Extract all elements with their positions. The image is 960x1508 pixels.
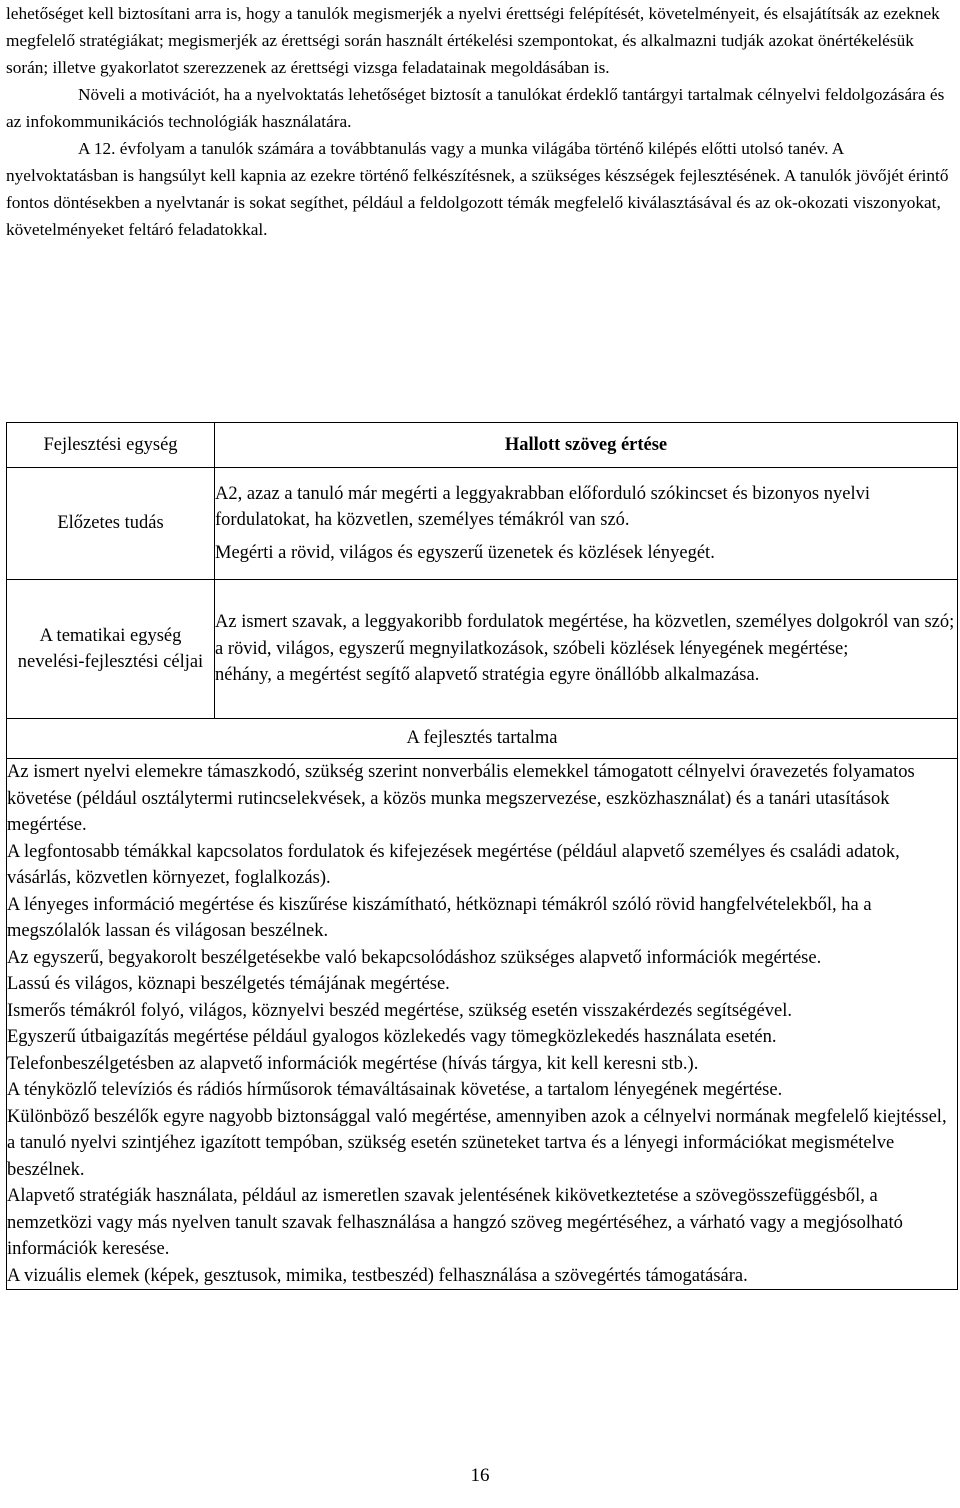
content-line: Az egyszerű, begyakorolt beszélgetésekbe való bekapcsolódáshoz szükséges alapvető információk megértése. [7, 947, 822, 968]
intro-text [6, 0, 954, 243]
unit-label: Fejlesztési egység [43, 434, 178, 455]
table-row [7, 580, 958, 719]
content-line: Ismerős témákról folyó, világos, köznyelvi beszéd megértése, szükség esetén visszakérdezés segítségével. [7, 1000, 792, 1021]
content-title: A fejlesztés tartalma [406, 728, 558, 749]
table-row [7, 719, 958, 759]
goals-label-cell [7, 580, 215, 719]
content-line: Különböző beszélők egyre nagyobb biztonsággal való megértése, amennyiben azok a célnyelvi normának megfelelő kiejtéssel, a tanuló nyelvi szintjéhez igazított tempóban, szükség esetén szüneteket tartva és a lényegi információkat megismételve beszélnek. [7, 1106, 947, 1180]
content-line: Lassú és világos, köznapi beszélgetés témájának megértése. [7, 974, 450, 994]
development-unit-table [6, 422, 958, 1290]
content-line: A lényeges információ megértése és kiszűrése kiszámítható, hétköznapi témákról szóló rövid hangfelvételekből, ha a megszólalók lassan és világosan beszélnek. [7, 894, 872, 941]
unit-label-cell [7, 423, 215, 468]
table-row [7, 423, 958, 468]
goals-line: a rövid, világos, egyszerű megnyilatkozások, szóbeli közlések lényegének megértése; [215, 638, 849, 659]
content-line: Alapvető stratégiák használata, például az ismeretlen szavak jelentésének kikövetkeztetése a szövegösszefüggésből, a nemzetközi vagy más nyelven tanult szavak felhasználása a hangzó szöveg megértéséhez, a várható vagy a megjósolható információk keresése. [7, 1186, 903, 1259]
goals-content-cell [215, 580, 958, 719]
content-cell [7, 759, 958, 1290]
prior-content-cell [215, 468, 958, 580]
table-row [7, 759, 958, 1290]
unit-title-cell [215, 423, 958, 468]
content-line: Egyszerű útbaigazítás megértése például gyalogos közlekedés vagy tömegközlekedés használata esetén. [7, 1027, 777, 1047]
prior-label: Előzetes tudás [57, 513, 164, 534]
content-line: A tényközlő televíziós és rádiós hírműsorok témaváltásainak követése, a tartalom lényegének megértése. [7, 1080, 783, 1100]
unit-title: Hallott szöveg értése [504, 434, 668, 455]
intro-paragraph: Növeli a motivációt, ha a nyelvoktatás lehetőséget biztosít a tanulókat érdeklő tantárgyi tartalmak célnyelvi feldolgozására és az infokommunikációs technológiák használatára. [6, 85, 945, 131]
goals-label: A tematikai egység nevelési-fejlesztési céljai [17, 625, 204, 672]
intro-paragraph: lehetőséget kell biztosítani arra is, hogy a tanulók megismerjék a nyelvi érettségi felépítését, követelményeit, és elsajátítsák az ezeknek megfelelő stratégiákat; megismerjék az érettségi során használt értékelési szempontokat, és alkalmazni tudják azokat önértékelésük során; illetve gyakorlatot szerezzenek az érettségi vizsga feladatainak megoldásában is. [6, 4, 940, 77]
prior-line: A2, azaz a tanuló már megérti a leggyakrabban előforduló szókincset és bizonyos nyelvi fordulatokat, ha közvetlen, személyes témákról van szó. [215, 483, 870, 531]
content-title-cell [7, 719, 958, 759]
prior-line: Megérti a rövid, világos és egyszerű üzenetek és közlések lényegét. [215, 542, 715, 563]
table-row [7, 468, 958, 580]
content-line: A legfontosabb témákkal kapcsolatos fordulatok és kifejezések megértése (például alapvető személyes és családi adatok, vásárlás, közvetlen környezet, foglalkozás). [7, 841, 900, 888]
page-number: 16 [470, 1465, 490, 1486]
content-line: Az ismert nyelvi elemekre támaszkodó, szükség szerint nonverbális elemekkel támogatott célnyelvi óravezetés folyamatos követése (például osztálytermi rutincselekvések, a közös munka megszervezése, eszközhasználat) és a tanári utasítások megértése. [7, 762, 915, 835]
content-line: A vizuális elemek (képek, gesztusok, mimika, testbeszéd) felhasználása a szövegértés támogatására. [7, 1265, 748, 1286]
intro-paragraph: A 12. évfolyam a tanulók számára a továbbtanulás vagy a munka világába történő kilépés előtti utolsó tanév. A nyelvoktatásban is hangsúlyt kell kapnia az ezekre történő felkészítésnek, a szükséges készségek fejlesztésének. A tanulók jövőjét érintő fontos döntésekben a nyelvtanár is sokat segíthet, például a feldolgozott témák megfelelő kiválasztásával és az ok-okozati viszonyokat, követelményeket feltáró feladatokkal. [6, 139, 949, 239]
goals-line: néhány, a megértést segítő alapvető stratégia egyre önállóbb alkalmazása. [215, 665, 760, 686]
content-line: Telefonbeszélgetésben az alapvető információk megértése (hívás tárgya, kit kell keresni stb.). [7, 1053, 699, 1074]
goals-line: Az ismert szavak, a leggyakoribb fordulatok megértése, ha közvetlen, személyes dolgokról van szó; [215, 612, 955, 633]
prior-label-cell [7, 468, 215, 580]
